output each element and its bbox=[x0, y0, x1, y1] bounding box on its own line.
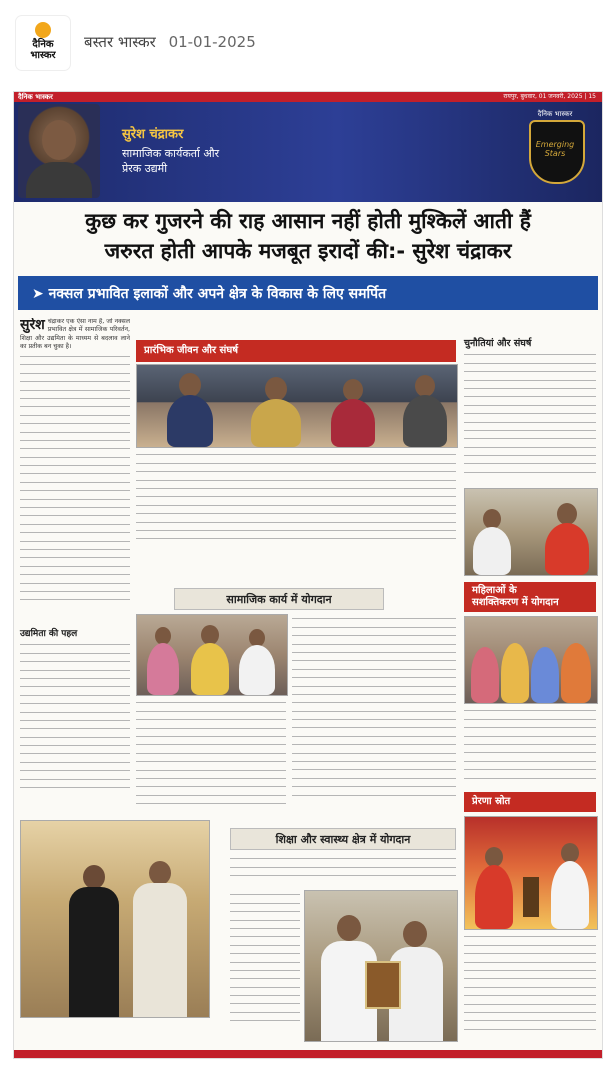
inspiration-heading: प्रेरणा स्रोत bbox=[464, 792, 596, 812]
badge-text: Emerging Stars bbox=[535, 140, 575, 158]
emerging-stars-badge bbox=[521, 110, 589, 194]
logo-text-line1: दैनिक bbox=[32, 39, 54, 50]
early-life-text bbox=[136, 450, 456, 542]
education-health-heading: शिक्षा और स्वास्थ्य क्षेत्र में योगदान bbox=[230, 828, 456, 850]
challenges-text bbox=[464, 350, 596, 482]
headline-line1: कुछ कर गुजरने की राह आसान नहीं होती मुश्किलें आती हैं bbox=[85, 209, 531, 233]
social-work-photo bbox=[136, 614, 288, 696]
education-health-photo bbox=[304, 890, 458, 1042]
left-column-text bbox=[20, 318, 130, 623]
edition-title bbox=[84, 32, 256, 52]
subheadline-bar bbox=[18, 276, 598, 310]
entrepreneurship-subhead: उद्यमिता की पहल bbox=[20, 629, 78, 639]
lead-text: चंद्राकर एक ऐसा नाम है, जो नक्सल प्रभावित क्षेत्र में सामाजिक परिवर्तन, शिक्षा और उद्यमिता के माध्यम से बदलाव लाने का प्रतीक बन चुका है। bbox=[20, 318, 130, 351]
profile-role-line1: सामाजिक कार्यकर्ता और bbox=[122, 147, 220, 160]
profile-portrait bbox=[18, 104, 100, 198]
early-life-photo bbox=[136, 364, 458, 448]
logo-text-line2: भास्कर bbox=[30, 50, 56, 61]
newspaper-page[interactable] bbox=[14, 92, 602, 1058]
subheadline-label: नक्सल प्रभावित इलाकों और अपने क्षेत्र के विकास के लिए समर्पित bbox=[48, 286, 387, 302]
masthead-brand: दैनिक भास्कर bbox=[18, 93, 53, 101]
dainik-bhaskar-logo[interactable] bbox=[16, 16, 70, 70]
masthead-dateline: रायपुर, बुधवार, 01 जनवरी, 2025 | 15 bbox=[503, 93, 596, 100]
women-empowerment-line1: महिलाओं के bbox=[472, 585, 517, 596]
social-work-text-right bbox=[292, 614, 456, 814]
profile-role-line2: प्रेरक उद्यमी bbox=[122, 162, 168, 175]
masthead bbox=[14, 92, 602, 102]
profile-banner bbox=[14, 102, 602, 202]
app-header bbox=[0, 0, 616, 86]
inspiration-text bbox=[464, 932, 596, 1044]
challenges-photo bbox=[464, 488, 598, 576]
women-empowerment-line2: सशक्तिकरण में योगदान bbox=[472, 597, 559, 608]
main-headline bbox=[20, 206, 596, 266]
education-health-text-top bbox=[230, 854, 456, 888]
women-empowerment-text bbox=[464, 706, 596, 788]
headline-line2: जरुरत होती आपके मजबूत इरादों की:- सुरेश चंद्राकर bbox=[104, 239, 512, 263]
education-health-text-left bbox=[230, 890, 300, 1040]
profile-role bbox=[122, 146, 322, 176]
edition-name: बस्तर भास्कर bbox=[84, 33, 156, 51]
subheadline-text: ➤ नक्सल प्रभावित इलाकों और अपने क्षेत्र के विकास के लिए समर्पित bbox=[32, 286, 387, 302]
social-work-text-left bbox=[136, 698, 286, 814]
badge-top-text: दैनिक भास्कर bbox=[537, 110, 573, 118]
inspiration-photo bbox=[464, 816, 598, 930]
early-life-heading: प्रारंभिक जीवन और संघर्ष bbox=[136, 340, 456, 362]
women-empowerment-heading bbox=[464, 582, 596, 612]
page-footer-bar bbox=[14, 1050, 602, 1058]
women-empowerment-photo bbox=[464, 616, 598, 704]
social-work-heading: सामाजिक कार्य में योगदान bbox=[174, 588, 384, 610]
profile-name: सुरेश चंद्राकर bbox=[122, 127, 184, 142]
edition-date: 01-01-2025 bbox=[168, 33, 256, 51]
entrepreneurship-text bbox=[20, 640, 130, 800]
mall-photo bbox=[20, 820, 210, 1018]
challenges-heading: चुनौतियां और संघर्ष bbox=[464, 338, 532, 349]
lead-word: सुरेश bbox=[20, 318, 45, 333]
sun-icon bbox=[35, 22, 51, 38]
